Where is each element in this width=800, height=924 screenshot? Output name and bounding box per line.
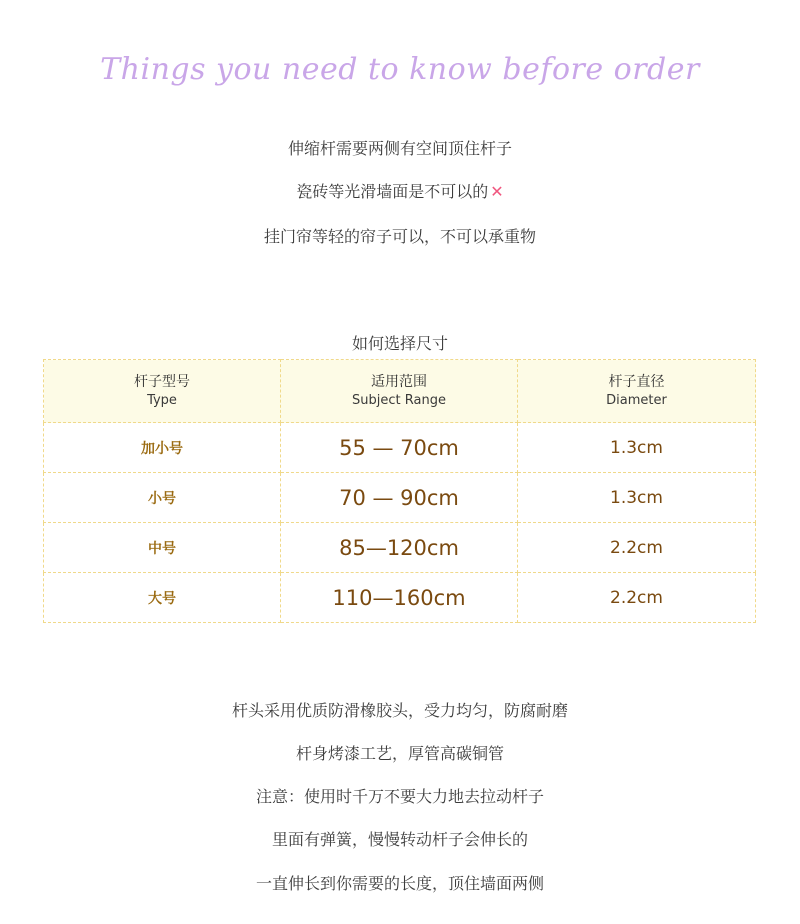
row-range: 85—120cm: [281, 523, 518, 573]
row-type: 小号: [44, 473, 281, 523]
table-row: [44, 523, 756, 573]
intro-line-3: 挂门帘等轻的帘子可以，不可以承重物: [263, 227, 536, 246]
table-row: [44, 473, 756, 523]
note-line-4: 里面有弹簧，慢慢转动杆子会伸长的: [271, 830, 528, 849]
header-type-en: Type: [147, 393, 177, 408]
size-table-caption: 如何选择尺寸: [351, 334, 448, 353]
row-type: 加小号: [44, 423, 281, 473]
row-type: 中号: [44, 523, 281, 573]
table-row: [44, 573, 756, 623]
note-line-1: 杆头采用优质防滑橡胶头，受力均匀，防腐耐磨: [231, 701, 568, 720]
page-title: Things you need to know before order: [100, 52, 700, 87]
header-range: [281, 360, 518, 423]
header-type-cn: 杆子型号: [134, 374, 190, 390]
header-type: [44, 360, 281, 423]
note-line-5: 一直伸长到你需要的长度，顶住墙面两侧: [255, 874, 544, 893]
row-diameter: 1.3cm: [518, 423, 756, 473]
intro-line-2-text: 瓷砖等光滑墙面是不可以的: [296, 182, 489, 201]
cross-icon: ✕: [490, 182, 504, 201]
header-diameter-en: Diameter: [606, 393, 667, 408]
row-diameter: 1.3cm: [518, 473, 756, 523]
note-line-2: 杆身烤漆工艺，厚管高碳铜管: [295, 744, 504, 763]
row-diameter: 2.2cm: [518, 573, 756, 623]
row-range: 55 — 70cm: [281, 423, 518, 473]
size-table: [43, 359, 756, 623]
note-line-3: 注意：使用时千万不要大力地去拉动杆子: [255, 787, 544, 806]
row-type: 大号: [44, 573, 281, 623]
header-diameter: [518, 360, 756, 423]
header-range-en: Subject Range: [352, 393, 446, 408]
row-range: 70 — 90cm: [281, 473, 518, 523]
header-diameter-cn: 杆子直径: [608, 374, 665, 390]
table-header-row: [44, 360, 756, 423]
intro-line-2: [0, 179, 800, 202]
table-row: [44, 423, 756, 473]
row-range: 110—160cm: [281, 573, 518, 623]
intro-line-1: 伸缩杆需要两侧有空间顶住杆子: [287, 139, 512, 158]
row-diameter: 2.2cm: [518, 523, 756, 573]
header-range-cn: 适用范围: [371, 374, 427, 390]
